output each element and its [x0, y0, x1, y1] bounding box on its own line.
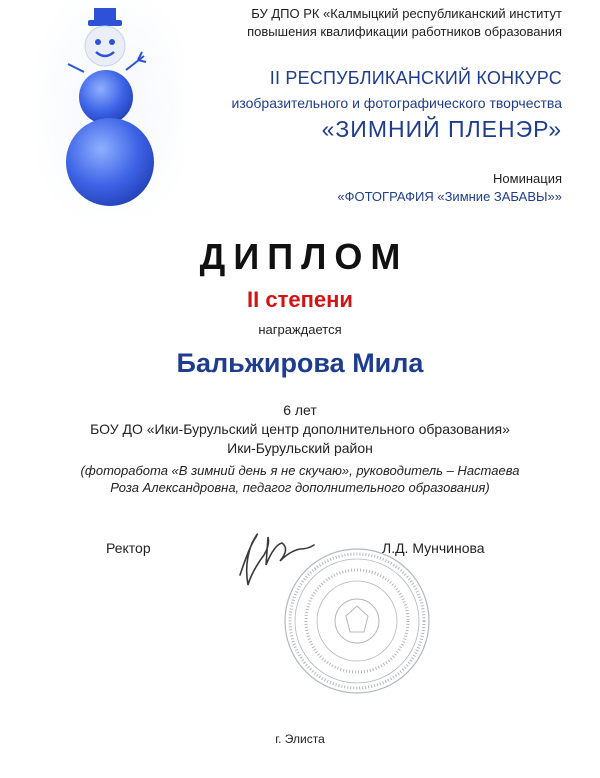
work-description-line-1: (фоторабота «В зимний день я не скучаю», руководитель – Настаева [80, 463, 520, 478]
recipient-age: 6 лет [283, 402, 317, 418]
contest-name: «ЗИМНИЙ ПЛЕНЭР» [321, 116, 562, 142]
region-name: Ики-Бурульский район [227, 440, 373, 456]
organization-line-1: БУ ДПО РК «Калмыцкий республиканский институт [251, 6, 562, 21]
work-description-line-2: Роза Александровна, педагог дополнительного образования) [110, 480, 490, 495]
snowman-illustration-icon [38, 0, 184, 215]
recipient-name: Бальжирова Мила [176, 348, 424, 378]
organization-line-2: повышения квалификации работников образования [247, 24, 562, 39]
handwritten-signature-icon [230, 515, 320, 595]
diploma-degree: II степени [247, 287, 353, 312]
contest-subtitle: изобразительного и фотографического творчества [231, 95, 562, 111]
diploma-title: ДИПЛОМ [199, 236, 409, 277]
school-name: БОУ ДО «Ики-Бурульский центр дополнительного образования» [90, 421, 510, 437]
awarded-label: награждается [258, 322, 342, 337]
rector-name: Л.Д. Мунчинова [382, 540, 485, 556]
nomination-value: «ФОТОГРАФИЯ «Зимние ЗАБАВЫ»» [337, 189, 562, 204]
nomination-label: Номинация [493, 171, 562, 186]
city-label: г. Элиста [275, 732, 325, 746]
rector-label: Ректор [106, 540, 151, 556]
contest-title: II РЕСПУБЛИКАНСКИЙ КОНКУРС [269, 68, 562, 88]
